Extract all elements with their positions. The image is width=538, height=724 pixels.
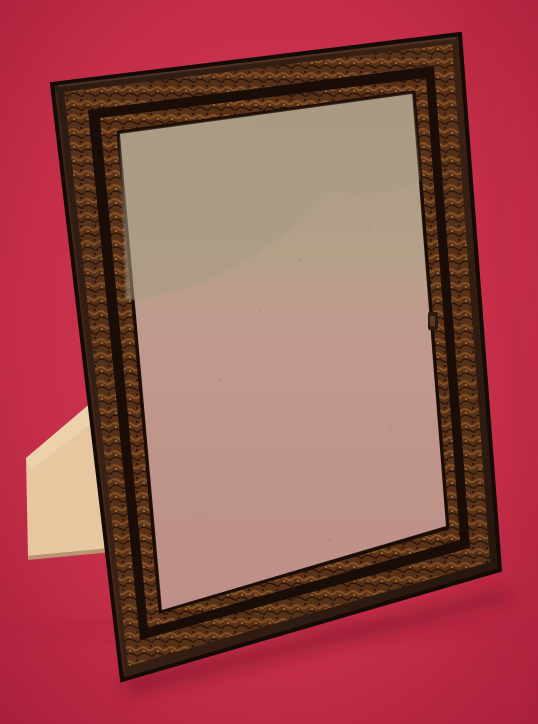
backing-clip-highlight	[430, 316, 435, 326]
